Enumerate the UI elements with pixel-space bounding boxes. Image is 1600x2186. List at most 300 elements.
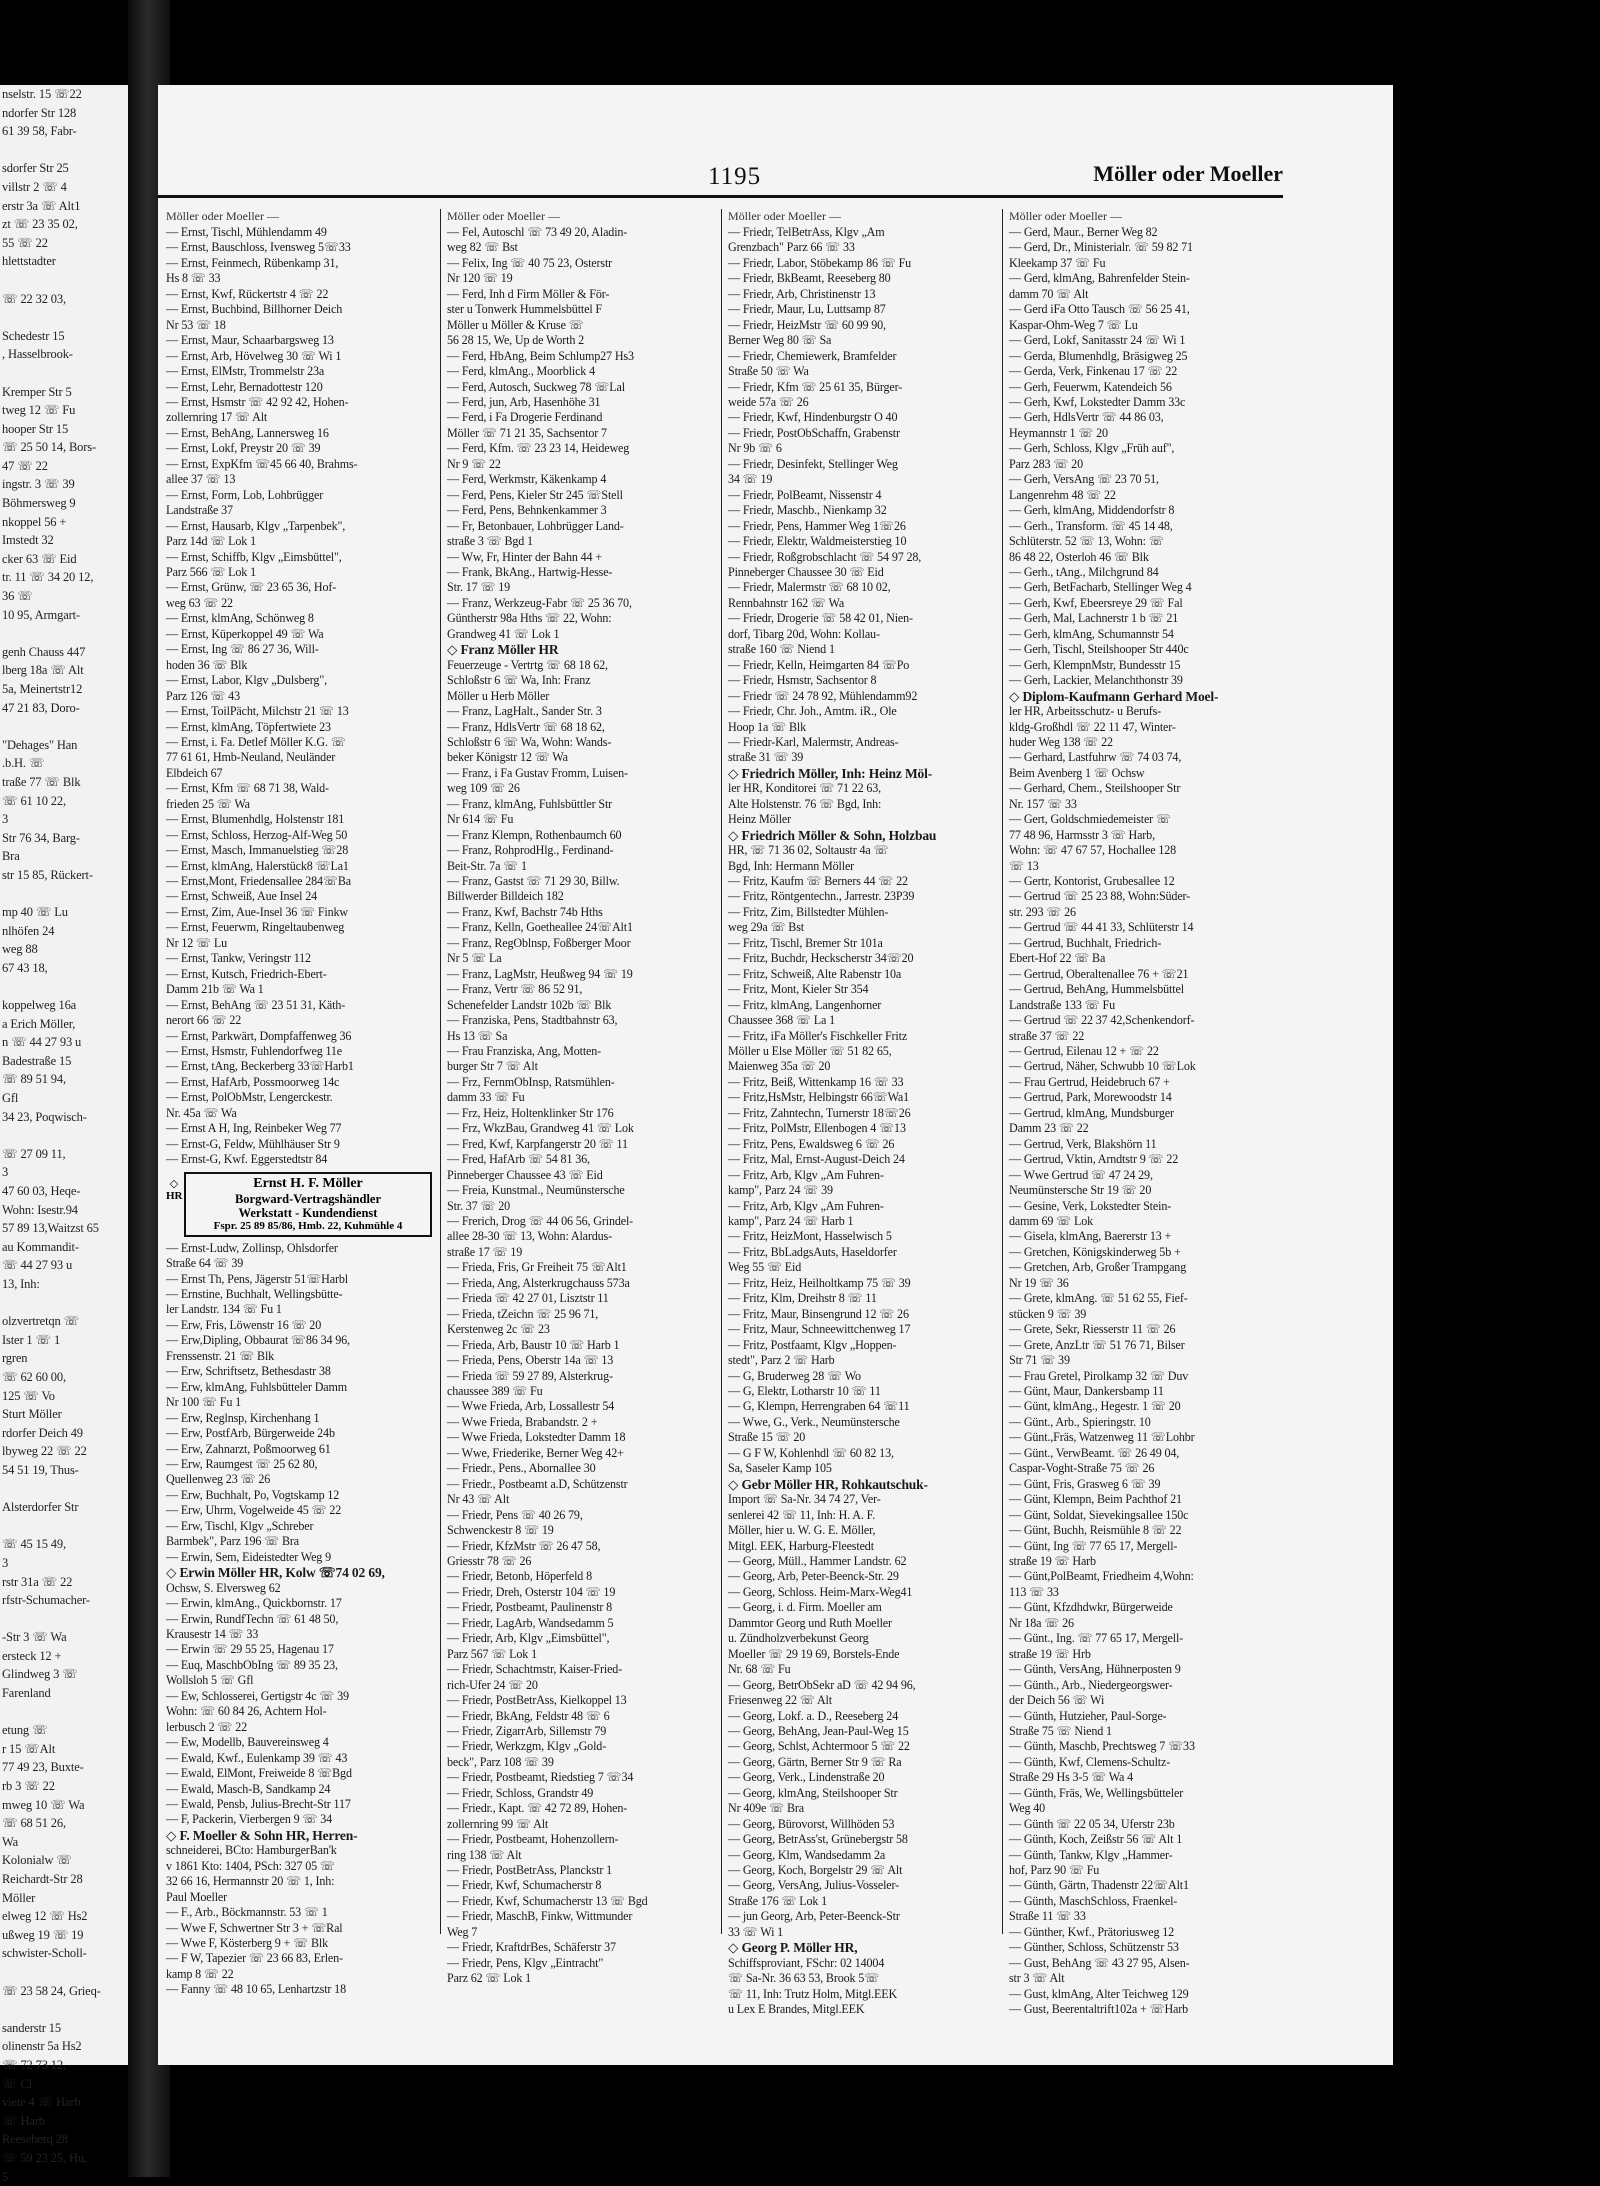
directory-entry: v 1861 Kto: 1404, PSch: 327 05 ☏ <box>166 1859 434 1874</box>
directory-entry: — Fritz, Mont, Kieler Str 354 <box>728 982 996 997</box>
directory-entry: Parz 62 ☏ Lok 1 <box>447 1971 715 1986</box>
directory-entry: Grenzbach" Parz 66 ☏ 33 <box>728 240 996 255</box>
column-heading: Möller oder Moeller — <box>1009 209 1277 224</box>
directory-entry: Dammtor Georg und Ruth Moeller <box>728 1616 996 1631</box>
directory-entry: damm 70 ☏ Alt <box>1009 287 1277 302</box>
directory-entry: Alte Holstenstr. 76 ☏ Bgd, Inh: <box>728 797 996 812</box>
directory-entry: — Gust, klmAng, Alter Teichweg 129 <box>1009 1987 1277 2002</box>
directory-entry: — Ernst, Zim, Aue-Insel 36 ☏ Finkw <box>166 905 434 920</box>
entry-list <box>1009 225 1277 2018</box>
directory-entry: ◇ Friedrich Möller & Sohn, Holzbau <box>728 828 996 843</box>
directory-entry: Nr 43 ☏ Alt <box>447 1492 715 1507</box>
directory-entry: — Ernst, Schloss, Herzog-Alf-Weg 50 <box>166 828 434 843</box>
directory-entry: Frenssenstr. 21 ☏ Blk <box>166 1349 434 1364</box>
directory-entry: Chaussee 368 ☏ La 1 <box>728 1013 996 1028</box>
directory-entry: — Georg, Gärtn, Berner Str 9 ☏ Ra <box>728 1755 996 1770</box>
directory-entry: Hs 13 ☏ Sa <box>447 1029 715 1044</box>
directory-entry: Beit-Str. 7a ☏ 1 <box>447 859 715 874</box>
directory-entry: — Ernst, Lehr, Bernadottestr 120 <box>166 380 434 395</box>
directory-entry: — Fritz, Arb, Klgv „Am Fuhren- <box>728 1168 996 1183</box>
directory-entry: chaussee 389 ☏ Fu <box>447 1384 715 1399</box>
directory-entry: traße 77 ☏ Blk <box>0 773 128 792</box>
directory-entry: 5 <box>0 2168 128 2186</box>
directory-entry: Alsterdorfer Str <box>0 1498 128 1517</box>
directory-entry: Ebert-Hof 22 ☏ Ba <box>1009 951 1277 966</box>
directory-entry: — Erw, Fris, Löwenstr 16 ☏ 20 <box>166 1318 434 1333</box>
directory-entry: — Friedr, MaschB, Finkw, Wittmunder <box>447 1909 715 1924</box>
directory-entry: — Erwin, klmAng., Quickbornstr. 17 <box>166 1596 434 1611</box>
directory-entry: 13, Inh: <box>0 1275 128 1294</box>
directory-entry: — Wwe Frieda, Brabandstr. 2 + <box>447 1415 715 1430</box>
directory-entry: — Gust, BehAng ☏ 43 27 95, Alsen- <box>1009 1956 1277 1971</box>
directory-entry: Berner Weg 80 ☏ Sa <box>728 333 996 348</box>
directory-entry: — Wwe Frieda, Arb, Lossallestr 54 <box>447 1399 715 1414</box>
directory-entry: — Gertrud ☏ 25 23 88, Wohn:Süder- <box>1009 889 1277 904</box>
directory-entry: — Frieda, tZeichn ☏ 25 96 71, <box>447 1307 715 1322</box>
directory-entry: — Erw, klmAng, Fuhlsbütteler Damm <box>166 1380 434 1395</box>
directory-entry: — F., Arb., Böckmannstr. 53 ☏ 1 <box>166 1905 434 1920</box>
directory-entry: — Günth, MaschSchloss, Fraenkel- <box>1009 1894 1277 1909</box>
directory-entry: — Gertrud, Park, Morewoodstr 14 <box>1009 1090 1277 1105</box>
directory-entry: str. 293 ☏ 26 <box>1009 905 1277 920</box>
directory-entry: Nr 18a ☏ 26 <box>1009 1616 1277 1631</box>
directory-entry: ler Landstr. 134 ☏ Fu 1 <box>166 1302 434 1317</box>
directory-entry: Wa <box>0 1833 128 1852</box>
directory-entry: — Friedr., Postbeamt a.D, Schützenstr <box>447 1477 715 1492</box>
directory-entry: — Friedr, Arb, Klgv „Eimsbüttel", <box>447 1631 715 1646</box>
dealer-advertisement <box>184 1172 432 1237</box>
directory-entry: — Freia, Kunstmal., Neumünstersche <box>447 1183 715 1198</box>
directory-entry: Schedestr 15 <box>0 327 128 346</box>
directory-entry: cker 63 ☏ Eid <box>0 550 128 569</box>
directory-entry: — Ewald, ElMont, Freiweide 8 ☏Bgd <box>166 1766 434 1781</box>
directory-entry: — Friedr, Chr. Joh., Amtm. iR., Ole <box>728 704 996 719</box>
directory-entry: — Ernst, BehAng ☏ 23 51 31, Käth- <box>166 998 434 1013</box>
directory-entry: — Ernst, klmAng, Töpfertwiete 23 <box>166 720 434 735</box>
directory-entry: — Gertrud, Verk, Blakshörn 11 <box>1009 1137 1277 1152</box>
directory-entry: Str. 37 ☏ 20 <box>447 1199 715 1214</box>
directory-entry: — Friedr, LagArb, Wandsedamm 5 <box>447 1616 715 1631</box>
directory-entry: — Gisela, klmAng, Baererstr 13 + <box>1009 1229 1277 1244</box>
directory-entry: Damm 23 ☏ 22 <box>1009 1121 1277 1136</box>
directory-entry: — Günth., Arb., Niedergeorgswer- <box>1009 1678 1277 1693</box>
directory-entry: — Friedr, Chemiewerk, Bramfelder <box>728 349 996 364</box>
directory-entry: — Frau Gertrud, Heidebruch 67 + <box>1009 1075 1277 1090</box>
directory-entry: — Franz, RegOblnsp, Foßberger Moor <box>447 936 715 951</box>
directory-entry: — Wwe, G., Verk., Neumünstersche <box>728 1415 996 1430</box>
directory-entry: — Ernst, Hsmstr, Fuhlendorfweg 11e <box>166 1044 434 1059</box>
directory-entry: — Georg, BetrAss'st, Grünebergstr 58 <box>728 1832 996 1847</box>
directory-entry: — Ernst, klmAng, Schönweg 8 <box>166 611 434 626</box>
directory-entry: — Friedr, Werkzgm, Klgv „Gold- <box>447 1739 715 1754</box>
directory-entry: — Ernst, Tischl, Mühlendamm 49 <box>166 225 434 240</box>
directory-column-4 <box>1009 209 1277 1934</box>
directory-entry: Straße 50 ☏ Wa <box>728 364 996 379</box>
directory-entry: — Ernst, Feinmech, Rübenkamp 31, <box>166 256 434 271</box>
directory-entry: — Ewald, Kwf., Eulenkamp 39 ☏ 43 <box>166 1751 434 1766</box>
directory-entry: — Friedr, Kelln, Heimgarten 84 ☏Po <box>728 658 996 673</box>
directory-entry: — Gerda, Verk, Finkenau 17 ☏ 22 <box>1009 364 1277 379</box>
directory-entry: Nr. 157 ☏ 33 <box>1009 797 1277 812</box>
directory-entry: rfstr-Schumacher- <box>0 1591 128 1610</box>
directory-entry: straße 17 ☏ 19 <box>447 1245 715 1260</box>
directory-entry: — Friedr, PostObSchaffn, Grabenstr <box>728 426 996 441</box>
directory-entry: — Ernstine, Buchhalt, Wellingsbütte- <box>166 1287 434 1302</box>
directory-columns <box>166 209 1286 1934</box>
directory-entry: 3 <box>0 1163 128 1182</box>
directory-entry: — Friedr, Dreh, Osterstr 104 ☏ 19 <box>447 1585 715 1600</box>
directory-entry: Wohn: ☏ 47 67 57, Hochallee 128 <box>1009 843 1277 858</box>
directory-entry: — Ww, Fr, Hinter der Bahn 44 + <box>447 550 715 565</box>
directory-entry: hlettstadter <box>0 252 128 271</box>
directory-entry: Badestraße 15 <box>0 1052 128 1071</box>
directory-entry: Heymannstr 1 ☏ 20 <box>1009 426 1277 441</box>
directory-entry: — Fritz, Röntgentechn., Jarrestr. 23P39 <box>728 889 996 904</box>
directory-entry: — Frerich, Drog ☏ 44 06 56, Grindel- <box>447 1214 715 1229</box>
directory-entry: Nr 53 ☏ 18 <box>166 318 434 333</box>
directory-entry <box>0 885 128 904</box>
directory-entry: — Felix, Ing ☏ 40 75 23, Osterstr <box>447 256 715 271</box>
directory-entry: Friesenweg 22 ☏ Alt <box>728 1693 996 1708</box>
directory-entry: — Erw,Dipling, Obbaurat ☏86 34 96, <box>166 1333 434 1348</box>
directory-entry: — Wwe F, Schwertner Str 3 + ☏Ral <box>166 1921 434 1936</box>
directory-entry: olzvertretqn ☏ <box>0 1312 128 1331</box>
directory-entry: — Frz, Heiz, Holtenklinker Str 176 <box>447 1106 715 1121</box>
directory-entry: — Gerhard, Chem., Steilshooper Str <box>1009 781 1277 796</box>
directory-entry: — Georg, VersAng, Julius-Vosseler- <box>728 1878 996 1893</box>
directory-entry: — Friedr, Desinfekt, Stellinger Weg <box>728 457 996 472</box>
directory-entry: Hs 8 ☏ 33 <box>166 271 434 286</box>
directory-entry: Wohn: ☏ 60 84 26, Achtern Hol- <box>166 1704 434 1719</box>
directory-entry: — Gerd, klmAng, Bahrenfelder Stein- <box>1009 271 1277 286</box>
directory-entry: Straße 64 ☏ 39 <box>166 1256 434 1271</box>
directory-entry: — Frieda, Arb, Baustr 10 ☏ Harb 1 <box>447 1338 715 1353</box>
directory-entry: — Gerh, Mal, Lachnerstr 1 b ☏ 21 <box>1009 611 1277 626</box>
directory-entry: — Erw, Uhrm, Vogelweide 45 ☏ 22 <box>166 1503 434 1518</box>
directory-entry: straße 19 ☏ Hrb <box>1009 1647 1277 1662</box>
directory-entry: 125 ☏ Vo <box>0 1387 128 1406</box>
directory-entry: — Franz, i Fa Gustav Fromm, Luisen- <box>447 766 715 781</box>
directory-entry: 47 ☏ 22 <box>0 457 128 476</box>
directory-entry: — Friedr, Postbeamt, Paulinenstr 8 <box>447 1600 715 1615</box>
directory-entry: — Gerh, VersAng ☏ 23 70 51, <box>1009 472 1277 487</box>
directory-entry: 61 39 58, Fabr- <box>0 122 128 141</box>
directory-entry: 10 95, Armgart- <box>0 606 128 625</box>
directory-entry: zollernring 99 ☏ Alt <box>447 1817 715 1832</box>
directory-entry: Bgd, Inh: Hermann Möller <box>728 859 996 874</box>
directory-entry: elweg 12 ☏ Hs2 <box>0 1907 128 1926</box>
directory-entry: — Friedr, TelBetrAss, Klgv „Am <box>728 225 996 240</box>
directory-entry: — Franz, LagMstr, Heußweg 94 ☏ 19 <box>447 967 715 982</box>
directory-entry: — Grete, Sekr, Riesserstr 11 ☏ 26 <box>1009 1322 1277 1337</box>
directory-entry: Straße 176 ☏ Lok 1 <box>728 1894 996 1909</box>
directory-entry: — Georg, BetrObSekr aD ☏ 42 94 96, <box>728 1678 996 1693</box>
directory-entry: Nr 120 ☏ 19 <box>447 271 715 286</box>
directory-entry: 77 61 61, Hmb-Neuland, Neuländer <box>166 750 434 765</box>
directory-entry: Schwenckestr 8 ☏ 19 <box>447 1523 715 1538</box>
directory-entry: — Friedr, PolBeamt, Nissenstr 4 <box>728 488 996 503</box>
directory-entry: Pinneberger Chaussee 43 ☏ Eid <box>447 1168 715 1183</box>
directory-entry: Parz 566 ☏ Lok 1 <box>166 565 434 580</box>
directory-entry: Nr 12 ☏ Lu <box>166 936 434 951</box>
directory-entry: — Ewald, Pensb, Julius-Brecht-Str 117 <box>166 1797 434 1812</box>
directory-entry: — Georg, Lokf. a. D., Reeseberg 24 <box>728 1709 996 1724</box>
directory-entry: — Ernst, ExpKfm ☏45 66 40, Brahms- <box>166 457 434 472</box>
directory-entry: 113 ☏ 33 <box>1009 1585 1277 1600</box>
directory-entry: — Ernst Th, Pens, Jägerstr 51☏Harbl <box>166 1272 434 1287</box>
directory-entry: — Günt, Buchh, Reismühle 8 ☏ 22 <box>1009 1523 1277 1538</box>
directory-entry: kldg-Großhdl ☏ 22 11 47, Winter- <box>1009 720 1277 735</box>
directory-entry: Barmbek", Parz 196 ☏ Bra <box>166 1534 434 1549</box>
directory-entry: Nr 19 ☏ 36 <box>1009 1276 1277 1291</box>
directory-entry: au Kommandit- <box>0 1238 128 1257</box>
directory-entry: — Ernst, Maur, Schaarbargsweg 13 <box>166 333 434 348</box>
directory-entry: — Günt., Arb., Spieringstr. 10 <box>1009 1415 1277 1430</box>
directory-entry: — Wwe Frieda, Lokstedter Damm 18 <box>447 1430 715 1445</box>
directory-entry: Paul Moeller <box>166 1890 434 1905</box>
directory-entry: Nr 5 ☏ La <box>447 951 715 966</box>
directory-entry: 36 ☏ <box>0 587 128 606</box>
directory-entry: 47 21 83, Doro- <box>0 699 128 718</box>
directory-entry: Kaspar-Ohm-Weg 7 ☏ Lu <box>1009 318 1277 333</box>
directory-entry: — Ernst, Schiffb, Klgv „Eimsbüttel", <box>166 550 434 565</box>
directory-column-3 <box>728 209 996 1934</box>
directory-entry: — Gerh, Tischl, Steilshooper Str 440c <box>1009 642 1277 657</box>
directory-entry: — Ew, Modellb, Bauvereinsweg 4 <box>166 1735 434 1750</box>
directory-entry: Straße 75 ☏ Niend 1 <box>1009 1724 1277 1739</box>
directory-entry: dorf, Tibarg 20d, Wohn: Kollau- <box>728 627 996 642</box>
directory-entry: 3 <box>0 1554 128 1573</box>
directory-entry: 57 89 13,Waitzst 65 <box>0 1219 128 1238</box>
directory-entry: — Friedr, Labor, Stöbekamp 86 ☏ Fu <box>728 256 996 271</box>
directory-entry: Str 76 34, Barg- <box>0 829 128 848</box>
directory-entry: — Friedr, Kwf, Schumacherstr 13 ☏ Bgd <box>447 1894 715 1909</box>
directory-entry: — Friedr, KraftdrBes, Schäferstr 37 <box>447 1940 715 1955</box>
directory-entry: straße 19 ☏ Harb <box>1009 1554 1277 1569</box>
directory-entry: — Ernst, Buchbind, Billhorner Deich <box>166 302 434 317</box>
ad-line: Borgward-Vertragshändler <box>190 1192 426 1206</box>
directory-entry: ☏ Cl <box>0 2075 128 2094</box>
directory-entry: — Frieda, Fris, Gr Freiheit 75 ☏Alt1 <box>447 1260 715 1275</box>
directory-entry: — Ernst, Masch, Immanuelstieg ☏28 <box>166 843 434 858</box>
directory-entry: — Erw, Raumgest ☏ 25 62 80, <box>166 1457 434 1472</box>
directory-entry <box>0 1517 128 1536</box>
directory-entry: — Günt, Soldat, Sievekingsallee 150c <box>1009 1508 1277 1523</box>
directory-entry: Farenland <box>0 1684 128 1703</box>
directory-entry: — Friedr, BkAng, Feldstr 48 ☏ 6 <box>447 1709 715 1724</box>
directory-entry: Parz 283 ☏ 20 <box>1009 457 1277 472</box>
directory-entry: — Friedr, Malermstr ☏ 68 10 02, <box>728 580 996 595</box>
directory-entry: — Gerh, Kwf, Lokstedter Damm 33c <box>1009 395 1277 410</box>
directory-entry: — G, Elektr, Lotharstr 10 ☏ 11 <box>728 1384 996 1399</box>
directory-entry: schneiderei, BCto: HamburgerBan'k <box>166 1843 434 1858</box>
directory-entry: — Georg, klmAng, Steilshooper Str <box>728 1786 996 1801</box>
directory-entry: allee 37 ☏ 13 <box>166 472 434 487</box>
directory-entry: Grandweg 41 ☏ Lok 1 <box>447 627 715 642</box>
directory-entry: — Gerh, HdlsVertr ☏ 44 86 03, <box>1009 410 1277 425</box>
directory-entry: Reichardt-Str 28 <box>0 1870 128 1889</box>
directory-entry: ◇ Gebr Möller HR, Rohkautschuk- <box>728 1477 996 1492</box>
directory-entry: Möller u Else Möller ☏ 51 82 65, <box>728 1044 996 1059</box>
directory-entry: — Günt,PolBeamt, Friedheim 4,Wohn: <box>1009 1569 1277 1584</box>
directory-entry: — Fritz, Arb, Klgv „Am Fuhren- <box>728 1199 996 1214</box>
directory-entry: ersteck 12 + <box>0 1647 128 1666</box>
directory-entry: genh Chauss 447 <box>0 643 128 662</box>
directory-entry: senlerei 42 ☏ 11, Inh: H. A. F. <box>728 1508 996 1523</box>
directory-entry: ☏ 22 32 03, <box>0 290 128 309</box>
directory-entry: — Gerh, BetFacharb, Stellinger Weg 4 <box>1009 580 1277 595</box>
directory-entry: — Ernst, Grünw, ☏ 23 65 36, Hof- <box>166 580 434 595</box>
directory-entry: tweg 12 ☏ Fu <box>0 401 128 420</box>
directory-entry: weg 109 ☏ 26 <box>447 781 715 796</box>
directory-entry: 5a, Meinertstr12 <box>0 680 128 699</box>
ad-line: Werkstatt - Kundendienst <box>190 1206 426 1220</box>
directory-entry: u. Zündholzverbekunst Georg <box>728 1631 996 1646</box>
directory-entry: — Friedr, PostBetrAss, Kielkoppel 13 <box>447 1693 715 1708</box>
directory-entry: — Friedr, Hsmstr, Sachsentor 8 <box>728 673 996 688</box>
directory-entry: — Georg, Koch, Borgelstr 29 ☏ Alt <box>728 1863 996 1878</box>
directory-entry: — Fritz, Schweiß, Alte Rabenstr 10a <box>728 967 996 982</box>
entry-list <box>447 225 715 1987</box>
directory-entry: Rennbahnstr 162 ☏ Wa <box>728 596 996 611</box>
directory-entry: Wollsloh 5 ☏ Gfl <box>166 1673 434 1688</box>
directory-entry: — Gertrud, Oberaltenallee 76 + ☏21 <box>1009 967 1277 982</box>
directory-entry: — Gretchen, Arb, Großer Trampgang <box>1009 1260 1277 1275</box>
directory-entry: r 15 ☏Alt <box>0 1740 128 1759</box>
directory-entry: — Friedr, Roßgrobschlacht ☏ 54 97 28, <box>728 550 996 565</box>
directory-entry: — Georg, Schlst, Achtermoor 5 ☏ 22 <box>728 1739 996 1754</box>
directory-entry: — Ferd, HbAng, Beim Schlump27 Hs3 <box>447 349 715 364</box>
directory-entry: — Günt, Ing ☏ 77 65 17, Mergell- <box>1009 1539 1277 1554</box>
directory-entry: — Günth, Tankw, Klgv „Hammer- <box>1009 1848 1277 1863</box>
column-rule <box>721 209 722 1934</box>
directory-entry: mweg 10 ☏ Wa <box>0 1796 128 1815</box>
directory-entry: — Erwin, Sem, Eideistedter Weg 9 <box>166 1550 434 1565</box>
directory-entry: olinenstr 5a Hs2 <box>0 2037 128 2056</box>
directory-entry: nkoppel 56 + <box>0 513 128 532</box>
directory-entry: — Friedr, Pens ☏ 40 26 79, <box>447 1508 715 1523</box>
directory-entry: — Friedr, PostBetrAss, Planckstr 1 <box>447 1863 715 1878</box>
directory-entry: — Ernst, Tankw, Veringstr 112 <box>166 951 434 966</box>
directory-entry: — Friedr, BkBeamt, Reeseberg 80 <box>728 271 996 286</box>
directory-entry: — Friedr, Postbeamt, Riedstieg 7 ☏34 <box>447 1770 715 1785</box>
directory-entry <box>0 1963 128 1982</box>
directory-entry: nlhöfen 24 <box>0 922 128 941</box>
directory-entry: ☏ 44 27 93 u <box>0 1256 128 1275</box>
column-rule <box>440 209 441 1934</box>
directory-entry: — Ferd, Werkmstr, Käkenkamp 4 <box>447 472 715 487</box>
directory-entry: — Frank, BkAng., Hartwig-Hesse- <box>447 565 715 580</box>
directory-entry: — Gertrud, BehAng, Hummelsbüttel <box>1009 982 1277 997</box>
directory-entry: ◇ Georg P. Möller HR, <box>728 1940 996 1955</box>
directory-entry: rich-Ufer 24 ☏ 20 <box>447 1678 715 1693</box>
directory-entry: Schenefelder Landstr 102b ☏ Blk <box>447 998 715 1013</box>
directory-entry: lberg 18a ☏ Alt <box>0 661 128 680</box>
directory-entry <box>0 978 128 997</box>
hr-mark: ◇ HR <box>166 1178 182 1202</box>
directory-entry: Weg 55 ☏ Eid <box>728 1260 996 1275</box>
directory-entry: — Günt.,Fräs, Watzenweg 11 ☏Lohbr <box>1009 1430 1277 1445</box>
directory-entry: 67 43 18, <box>0 959 128 978</box>
entry-list <box>166 225 434 1168</box>
directory-entry: — Frieda, Ang, Alsterkrugchauss 573a <box>447 1276 715 1291</box>
directory-entry: "Dehages" Han <box>0 736 128 755</box>
directory-entry: Str 71 ☏ 39 <box>1009 1353 1277 1368</box>
directory-entry: ☏ 13 <box>1009 859 1277 874</box>
directory-entry: — Günt, Klempn, Beim Pachthof 21 <box>1009 1492 1277 1507</box>
directory-entry <box>0 1294 128 1313</box>
directory-entry: ☏ 62 60 00, <box>0 1368 128 1387</box>
directory-entry: rgren <box>0 1349 128 1368</box>
directory-entry: ☏ 25 50 14, Bors- <box>0 438 128 457</box>
directory-entry: — Fritz, Tischl, Bremer Str 101a <box>728 936 996 951</box>
directory-entry: Weg 7 <box>447 1925 715 1940</box>
directory-entry: Möller <box>0 1889 128 1908</box>
directory-entry: Straße 11 ☏ 33 <box>1009 1909 1277 1924</box>
directory-entry: tr. 11 ☏ 34 20 12, <box>0 568 128 587</box>
directory-entry: burger Str 7 ☏ Alt <box>447 1059 715 1074</box>
directory-entry: — Fritz, Pens, Ewaldsweg 6 ☏ 26 <box>728 1137 996 1152</box>
directory-entry: — Günt, Fris, Grasweg 6 ☏ 39 <box>1009 1477 1277 1492</box>
directory-entry: 55 ☏ 22 <box>0 234 128 253</box>
directory-entry: Landstraße 37 <box>166 503 434 518</box>
directory-entry: Sturt Möller <box>0 1405 128 1424</box>
directory-entry <box>0 364 128 383</box>
directory-entry: Beim Avenberg 1 ☏ Ochsw <box>1009 766 1277 781</box>
directory-entry: ☏ 11, Inh: Trutz Holm, Mitgl.EEK <box>728 1987 996 2002</box>
directory-entry: Billwerder Billdeich 182 <box>447 889 715 904</box>
directory-entry: — Frieda ☏ 42 27 01, Lisztstr 11 <box>447 1291 715 1306</box>
directory-entry: Kolonialw ☏ <box>0 1851 128 1870</box>
directory-entry: — Georg, i. d. Firm. Moeller am <box>728 1600 996 1615</box>
directory-entry: — Gerd, Lokf, Sanitasstr 24 ☏ Wi 1 <box>1009 333 1277 348</box>
directory-entry: straße 37 ☏ 22 <box>1009 1029 1277 1044</box>
directory-entry: ☏ 59 23 25, Hu, <box>0 2149 128 2168</box>
directory-entry: — Günt, Maur, Dankersbamp 11 <box>1009 1384 1277 1399</box>
directory-entry: villstr 2 ☏ 4 <box>0 178 128 197</box>
directory-entry: 32 66 16, Hermannstr 20 ☏ 1, Inh: <box>166 1874 434 1889</box>
directory-entry: — Erw, Schriftsetz, Bethesdastr 38 <box>166 1364 434 1379</box>
directory-entry: — Frau Franziska, Ang, Motten- <box>447 1044 715 1059</box>
directory-entry: .b.H. ☏ <box>0 754 128 773</box>
directory-entry: — Gerh, Feuerwm, Katendeich 56 <box>1009 380 1277 395</box>
directory-entry: schwister-Scholl- <box>0 1944 128 1963</box>
directory-entry: Weg 40 <box>1009 1801 1277 1816</box>
directory-entry: — Ernst, Hausarb, Klgv „Tarpenbek", <box>166 519 434 534</box>
directory-entry: — Fritz, BbLadgsAuts, Haseldorfer <box>728 1245 996 1260</box>
directory-entry: — Ernst, klmAng, Halerstück8 ☏La1 <box>166 859 434 874</box>
directory-entry: — Ernst, BehAng, Lannersweg 16 <box>166 426 434 441</box>
directory-entry: — Ernst, Feuerwm, Ringeltaubenweg <box>166 920 434 935</box>
directory-entry: Glindweg 3 ☏ <box>0 1665 128 1684</box>
directory-entry: Neumünstersche Str 19 ☏ 20 <box>1009 1183 1277 1198</box>
directory-entry: — Fred, HafArb ☏ 54 81 36, <box>447 1152 715 1167</box>
directory-entry: — Franziska, Pens, Stadtbahnstr 63, <box>447 1013 715 1028</box>
directory-entry: — Günth, Hutzieher, Paul-Sorge- <box>1009 1709 1277 1724</box>
directory-entry: — Günt, Kfzdhdwkr, Bürgerweide <box>1009 1600 1277 1615</box>
directory-entry: — Ernst, Hsmstr ☏ 42 92 42, Hohen- <box>166 395 434 410</box>
directory-entry: — Ernst, Schweiß, Aue Insel 24 <box>166 889 434 904</box>
directory-entry: — Friedr., Pens., Abornallee 30 <box>447 1461 715 1476</box>
directory-entry: — Wwe F, Kösterberg 9 + ☏ Blk <box>166 1936 434 1951</box>
directory-entry: — Friedr, KfzMstr ☏ 26 47 58, <box>447 1539 715 1554</box>
directory-entry: lbyweg 22 ☏ 22 <box>0 1442 128 1461</box>
directory-entry: rb 3 ☏ 22 <box>0 1777 128 1796</box>
directory-entry: ☏ 68 51 26, <box>0 1814 128 1833</box>
directory-entry: etung ☏ <box>0 1721 128 1740</box>
directory-entry: ndorfer Str 128 <box>0 104 128 123</box>
directory-entry: — Franz, HdlsVertr ☏ 68 18 62, <box>447 720 715 735</box>
